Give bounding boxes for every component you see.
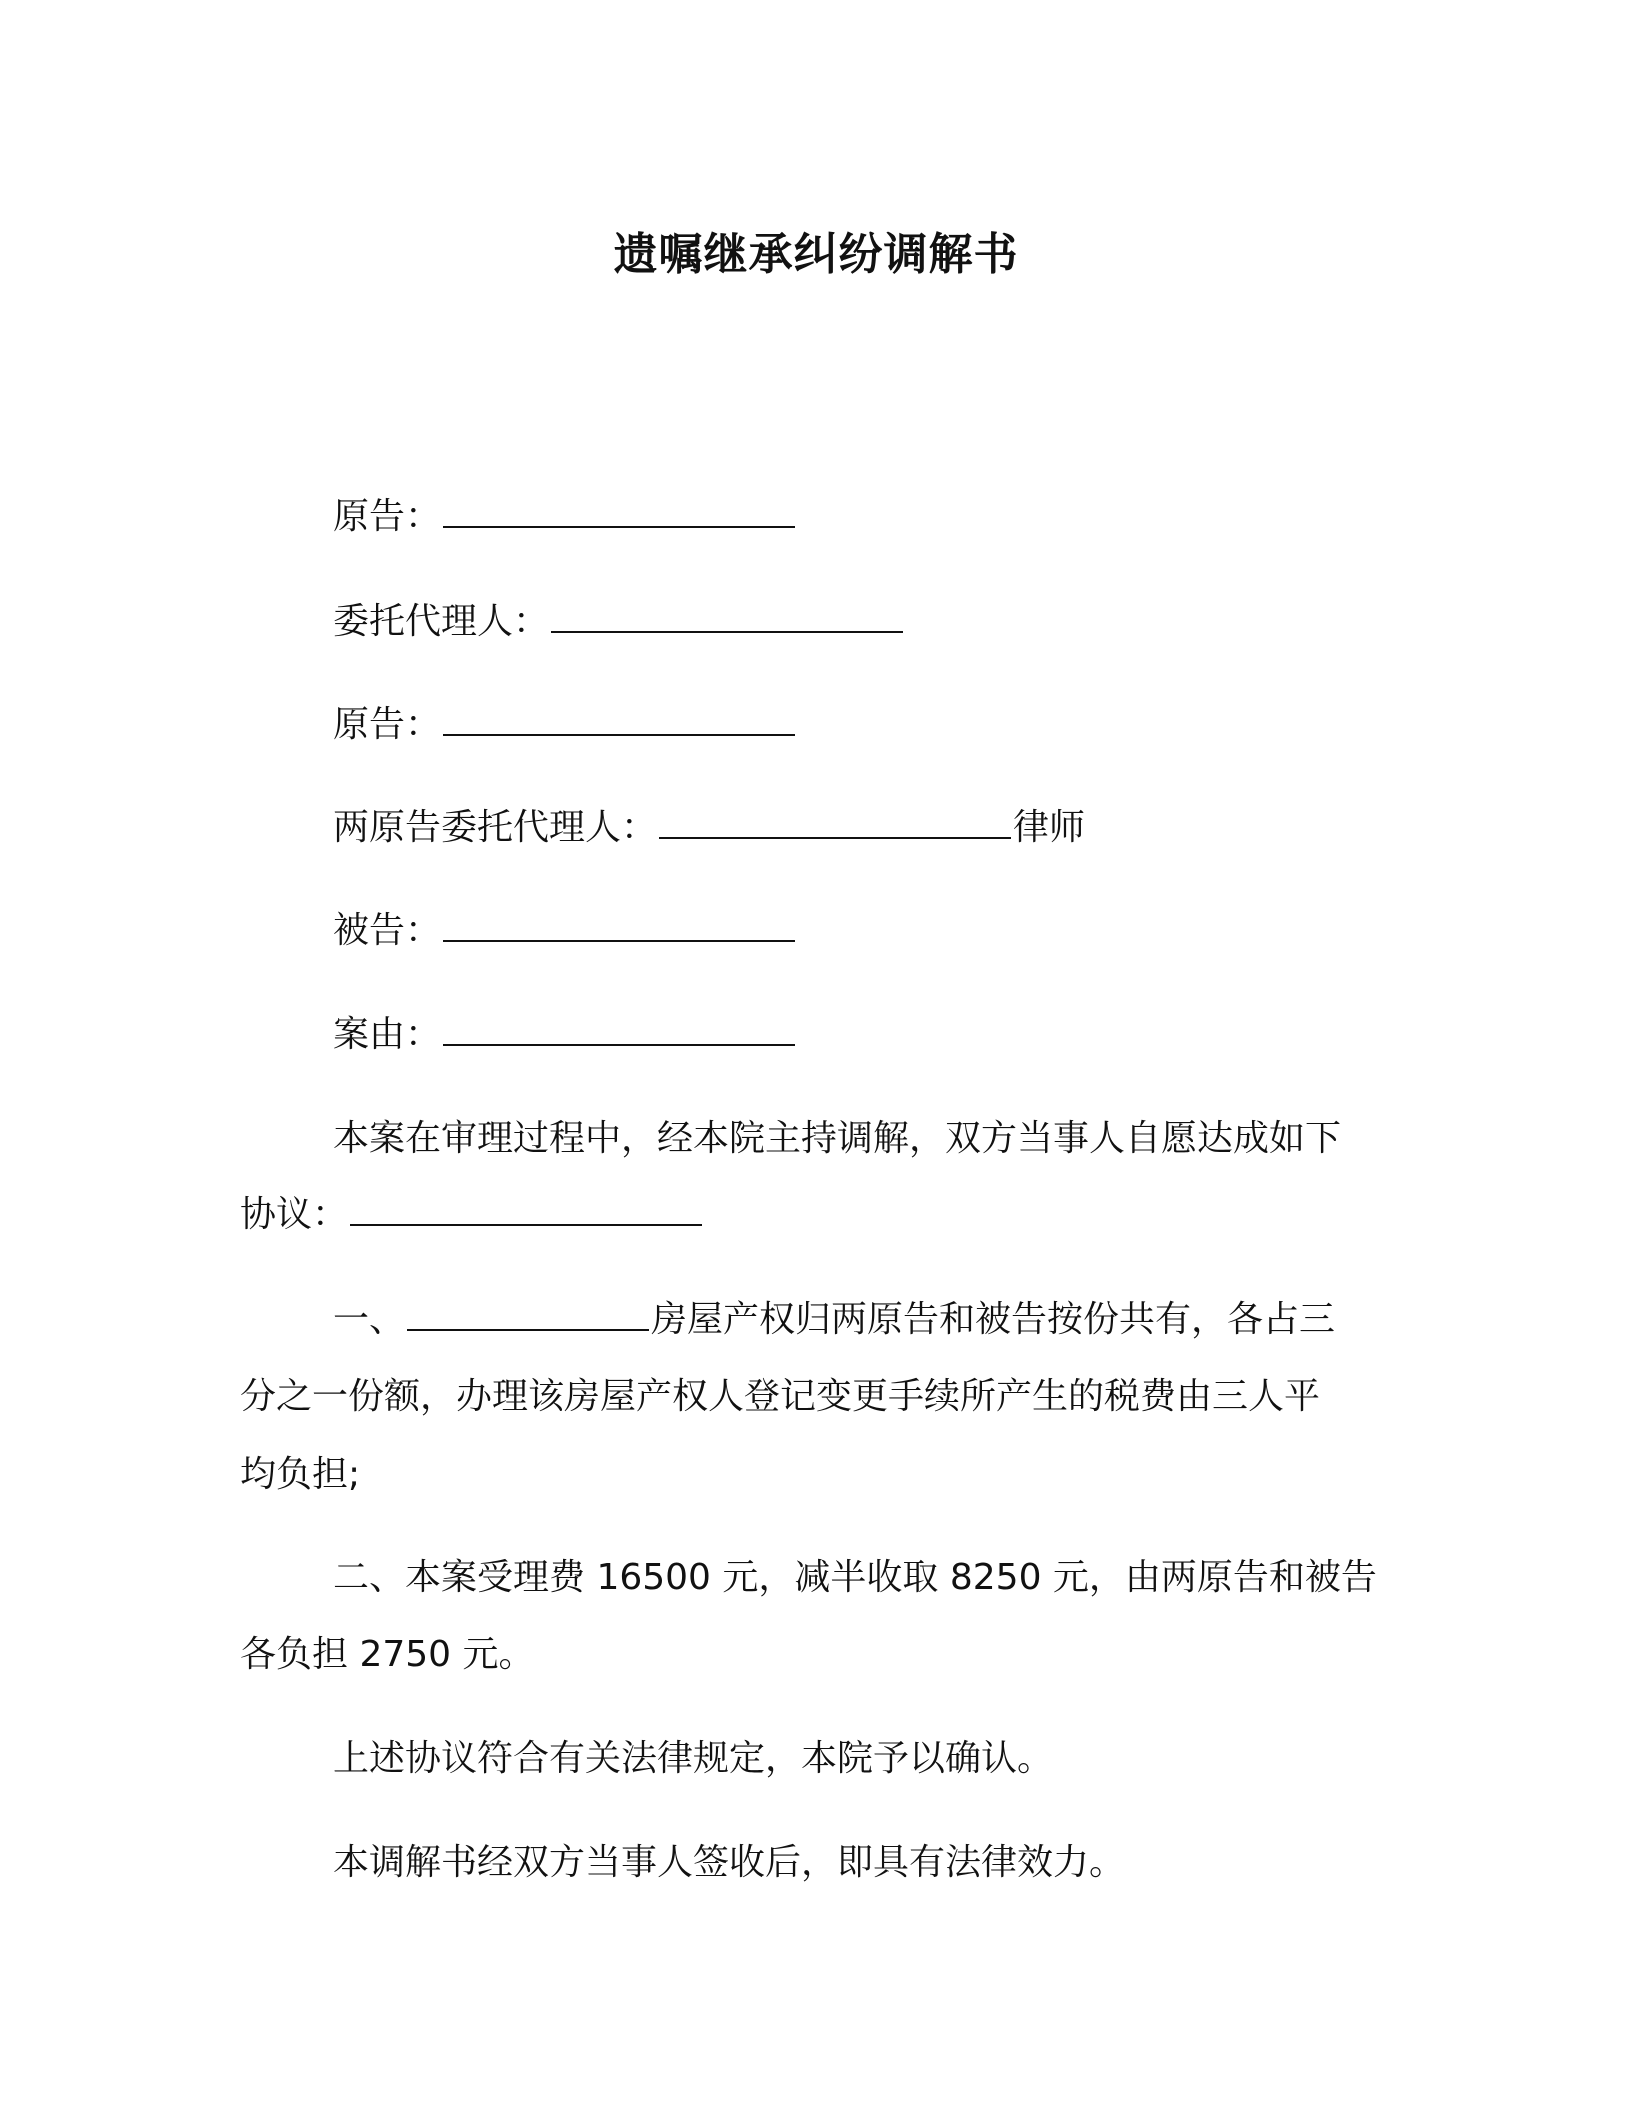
cause-line xyxy=(333,1010,797,1060)
cause-label: 案由： xyxy=(333,1014,442,1055)
cause-blank[interactable] xyxy=(443,1014,795,1046)
item-2-line-2: 各负担 2750 元。 xyxy=(240,1634,535,1675)
intro-line-2 xyxy=(240,1190,704,1240)
agent-blank[interactable] xyxy=(551,601,903,633)
joint-agent-line xyxy=(333,803,1085,853)
agreement-label: 协议： xyxy=(240,1194,349,1235)
confirmation-text: 上述协议符合有关法律规定，本院予以确认。 xyxy=(333,1738,1054,1779)
agreement-blank[interactable] xyxy=(350,1194,702,1226)
item-2-line-1: 二、本案受理费 16500 元，减半收取 8250 元，由两原告和被告 xyxy=(333,1557,1377,1598)
property-blank[interactable] xyxy=(407,1299,649,1331)
effect-text: 本调解书经双方当事人签收后，即具有法律效力。 xyxy=(333,1842,1126,1883)
item-1-line-2: 分之一份额，办理该房屋产权人登记变更手续所产生的税费由三人平 xyxy=(240,1376,1321,1417)
intro-line-1: 本案在审理过程中，经本院主持调解，双方当事人自愿达成如下 xyxy=(333,1118,1342,1159)
defendant-label: 被告： xyxy=(333,910,442,951)
plaintiff-2-blank[interactable] xyxy=(443,704,795,736)
agent-line xyxy=(333,597,905,647)
joint-agent-blank[interactable] xyxy=(659,807,1011,839)
item-1-prefix: 一、 xyxy=(333,1299,406,1340)
item-1-line-3: 均负担; xyxy=(240,1454,361,1495)
defendant-blank[interactable] xyxy=(443,910,795,942)
document-title: 遗嘱继承纠纷调解书 xyxy=(613,229,1019,280)
agent-label: 委托代理人： xyxy=(333,601,550,642)
joint-agent-label: 两原告委托代理人： xyxy=(333,807,658,848)
defendant-line xyxy=(333,906,797,956)
item-1-text: 房屋产权归两原告和被告按份共有，各占三 xyxy=(651,1299,1336,1340)
plaintiff-1-line xyxy=(333,492,797,542)
plaintiff-1-label: 原告： xyxy=(333,496,442,537)
plaintiff-2-line xyxy=(333,700,797,750)
item-1-line-1 xyxy=(333,1295,1335,1345)
plaintiff-1-blank[interactable] xyxy=(443,496,795,528)
plaintiff-2-label: 原告： xyxy=(333,704,442,745)
joint-agent-suffix: 律师 xyxy=(1013,807,1086,848)
